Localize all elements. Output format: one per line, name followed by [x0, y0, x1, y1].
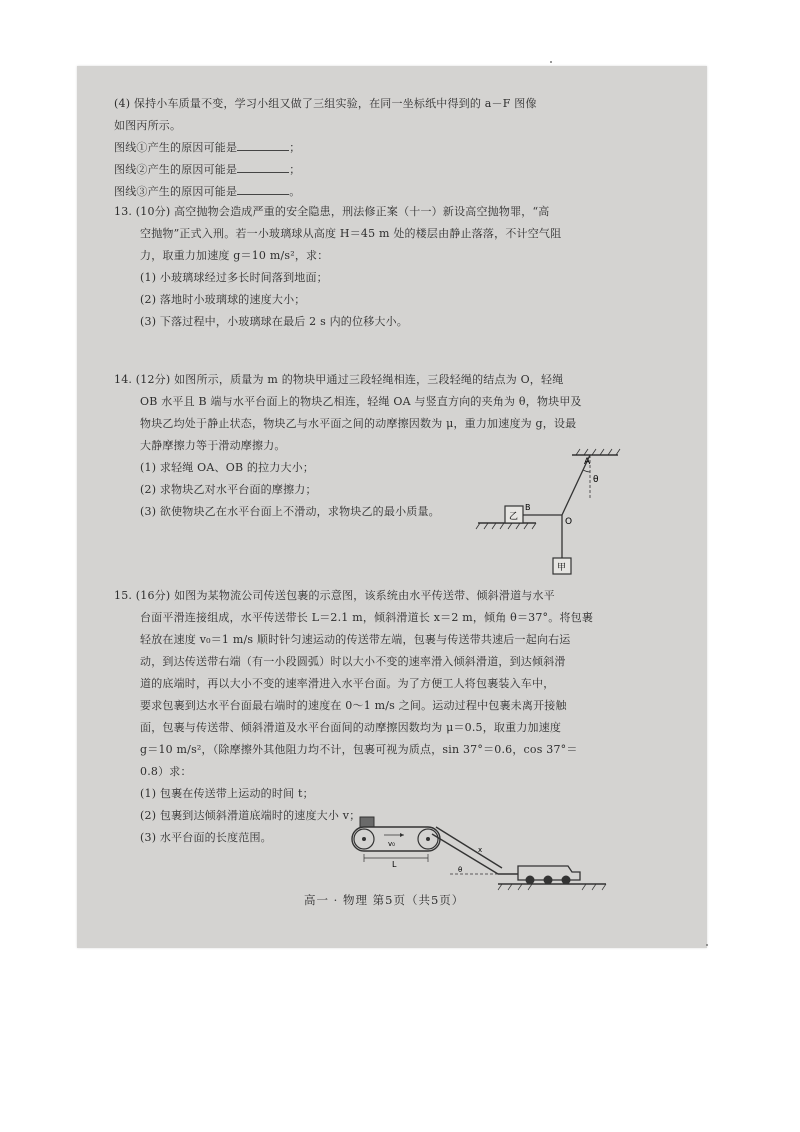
q14-stem: 物块乙均处于静止状态，物块乙与水平面之间的动摩擦因数为 μ，重力加速度为 g，设最 — [140, 417, 577, 430]
q14-stem: OB 水平且 B 端与水平台面上的物块乙相连，轻绳 OA 与竖直方向的夹角为 θ，物块甲及 — [140, 395, 582, 408]
q14-sub1: (1) 求轻绳 OA、OB 的拉力大小； — [140, 461, 315, 474]
label-yi: 乙 — [509, 512, 519, 522]
q12-part4-line: (4) 保持小车质量不变，学习小组又做了三组实验，在同一坐标纸中得到的 a－F 图像 — [114, 97, 537, 110]
label-o: O — [565, 517, 573, 527]
q14-knot-figure — [470, 440, 630, 580]
truck-wheel-1 — [526, 876, 535, 885]
q14-stem: 14. (12分) 如图所示，质量为 m 的物块甲通过三段轻绳相连，三段轻绳的结点为 O，轻绳 — [114, 373, 564, 386]
q13-sub1: (1) 小玻璃球经过多长时间落到地面； — [140, 271, 328, 284]
q12-curve3-prompt — [114, 184, 300, 200]
label-v0: v₀ — [388, 840, 395, 848]
q12-curve1-text: 图线①产生的原因可能是 — [114, 141, 238, 154]
package — [360, 817, 374, 827]
q15-stem: 0.8）求： — [140, 765, 192, 778]
truck-wheel-3 — [562, 876, 571, 885]
q13-stem: 空抛物”正式入刑。若一小玻璃球从高度 H＝45 m 处的楼层由静止落落，不计空气阻 — [140, 227, 562, 240]
right-axle — [426, 837, 430, 841]
q15-sub2: (2) 包裹到达倾斜滑道底端时的速度大小 v； — [140, 809, 361, 822]
q13-sub2: (2) 落地时小玻璃球的速度大小； — [140, 293, 306, 306]
q12-curve3-text: 图线③产生的原因可能是 — [114, 185, 238, 198]
q15-stem: 动，到达传送带右端（有一小段圆弧）时以大小不变的速率滑入倾斜滑道，到达倾斜滑 — [140, 655, 566, 668]
q15-stem: 轻放在速度 v₀＝1 m/s 顺时针匀速运动的传送带左端，包裹与传送带共速后一起向右运 — [140, 633, 571, 646]
punct: ； — [289, 141, 301, 154]
q15-conveyor-figure — [340, 814, 610, 896]
ground-hatch — [498, 884, 606, 890]
label-theta: θ — [593, 475, 599, 485]
incline-top — [436, 827, 502, 868]
label-b: B — [525, 503, 531, 512]
q14-sub2: (2) 求物块乙对水平台面的摩擦力； — [140, 483, 317, 496]
left-axle — [362, 837, 366, 841]
table-hatch — [476, 523, 536, 529]
scan-speck — [706, 944, 708, 946]
answer-blank — [237, 140, 289, 151]
label-a: A — [584, 457, 591, 467]
q13-sub3: (3) 下落过程中，小玻璃球在最后 2 s 内的位移大小。 — [140, 315, 409, 328]
q12-curve1-prompt — [114, 140, 300, 156]
truck-wheel-2 — [544, 876, 553, 885]
v0-arrowhead — [400, 833, 404, 837]
q15-stem: 要求包裹到达水平台面最右端时的速度在 0～1 m/s 之间。运动过程中包裹未离开接触 — [140, 699, 567, 712]
ceiling-hatch — [576, 449, 620, 455]
answer-blank — [237, 184, 289, 195]
q15-stem: 面，包裹与传送带、倾斜滑道及水平台面间的动摩擦因数均为 μ＝0.5，取重力加速度 — [140, 721, 562, 734]
q13-stem: 力，取重力加速度 g＝10 m/s²，求： — [140, 249, 329, 262]
q12-part4-line: 如图丙所示。 — [114, 119, 182, 132]
q15-stem: 15. (16分) 如图为某物流公司传送包裹的示意图，该系统由水平传送带、倾斜滑道与水平 — [114, 589, 555, 602]
q12-curve2-prompt — [114, 162, 300, 178]
q15-sub3: (3) 水平台面的长度范围。 — [140, 831, 272, 844]
punct: ； — [289, 163, 301, 176]
q15-stem: g＝10 m/s²，（除摩擦外其他阻力均不计，包裹可视为质点，sin 37°＝0.6，cos 37°＝ — [140, 743, 578, 756]
q15-stem: 道的底端时，再以大小不变的速率滑进入水平台面。为了方便工人将包裹装入车中， — [140, 677, 555, 690]
theta-arc — [583, 470, 590, 472]
label-theta: θ — [458, 866, 463, 874]
label-x: x — [478, 846, 483, 854]
page-footer: 高一 · 物理 第5页（共5页） — [304, 893, 465, 907]
label-l: L — [392, 860, 397, 869]
q14-stem: 大静摩擦力等于滑动摩擦力。 — [140, 439, 286, 452]
q15-sub1: (1) 包裹在传送带上运动的时间 t； — [140, 787, 314, 800]
q14-sub3: (3) 欲使物块乙在水平台面上不滑动，求物块乙的最小质量。 — [140, 505, 440, 518]
q13-stem: 13. (10分) 高空抛物会造成严重的安全隐患，刑法修正案（十一）新设高空抛物罪，“高 — [114, 205, 550, 218]
punct: 。 — [289, 185, 301, 198]
q15-stem: 台面平滑连接组成，水平传送带长 L＝2.1 m，倾斜滑道长 x＝2 m，倾角 θ＝37°。将包裹 — [140, 611, 594, 624]
q12-curve2-text: 图线②产生的原因可能是 — [114, 163, 238, 176]
incline-bottom — [432, 834, 498, 874]
answer-blank — [237, 162, 289, 173]
label-jia: 甲 — [557, 563, 567, 573]
scan-speck — [550, 61, 552, 63]
